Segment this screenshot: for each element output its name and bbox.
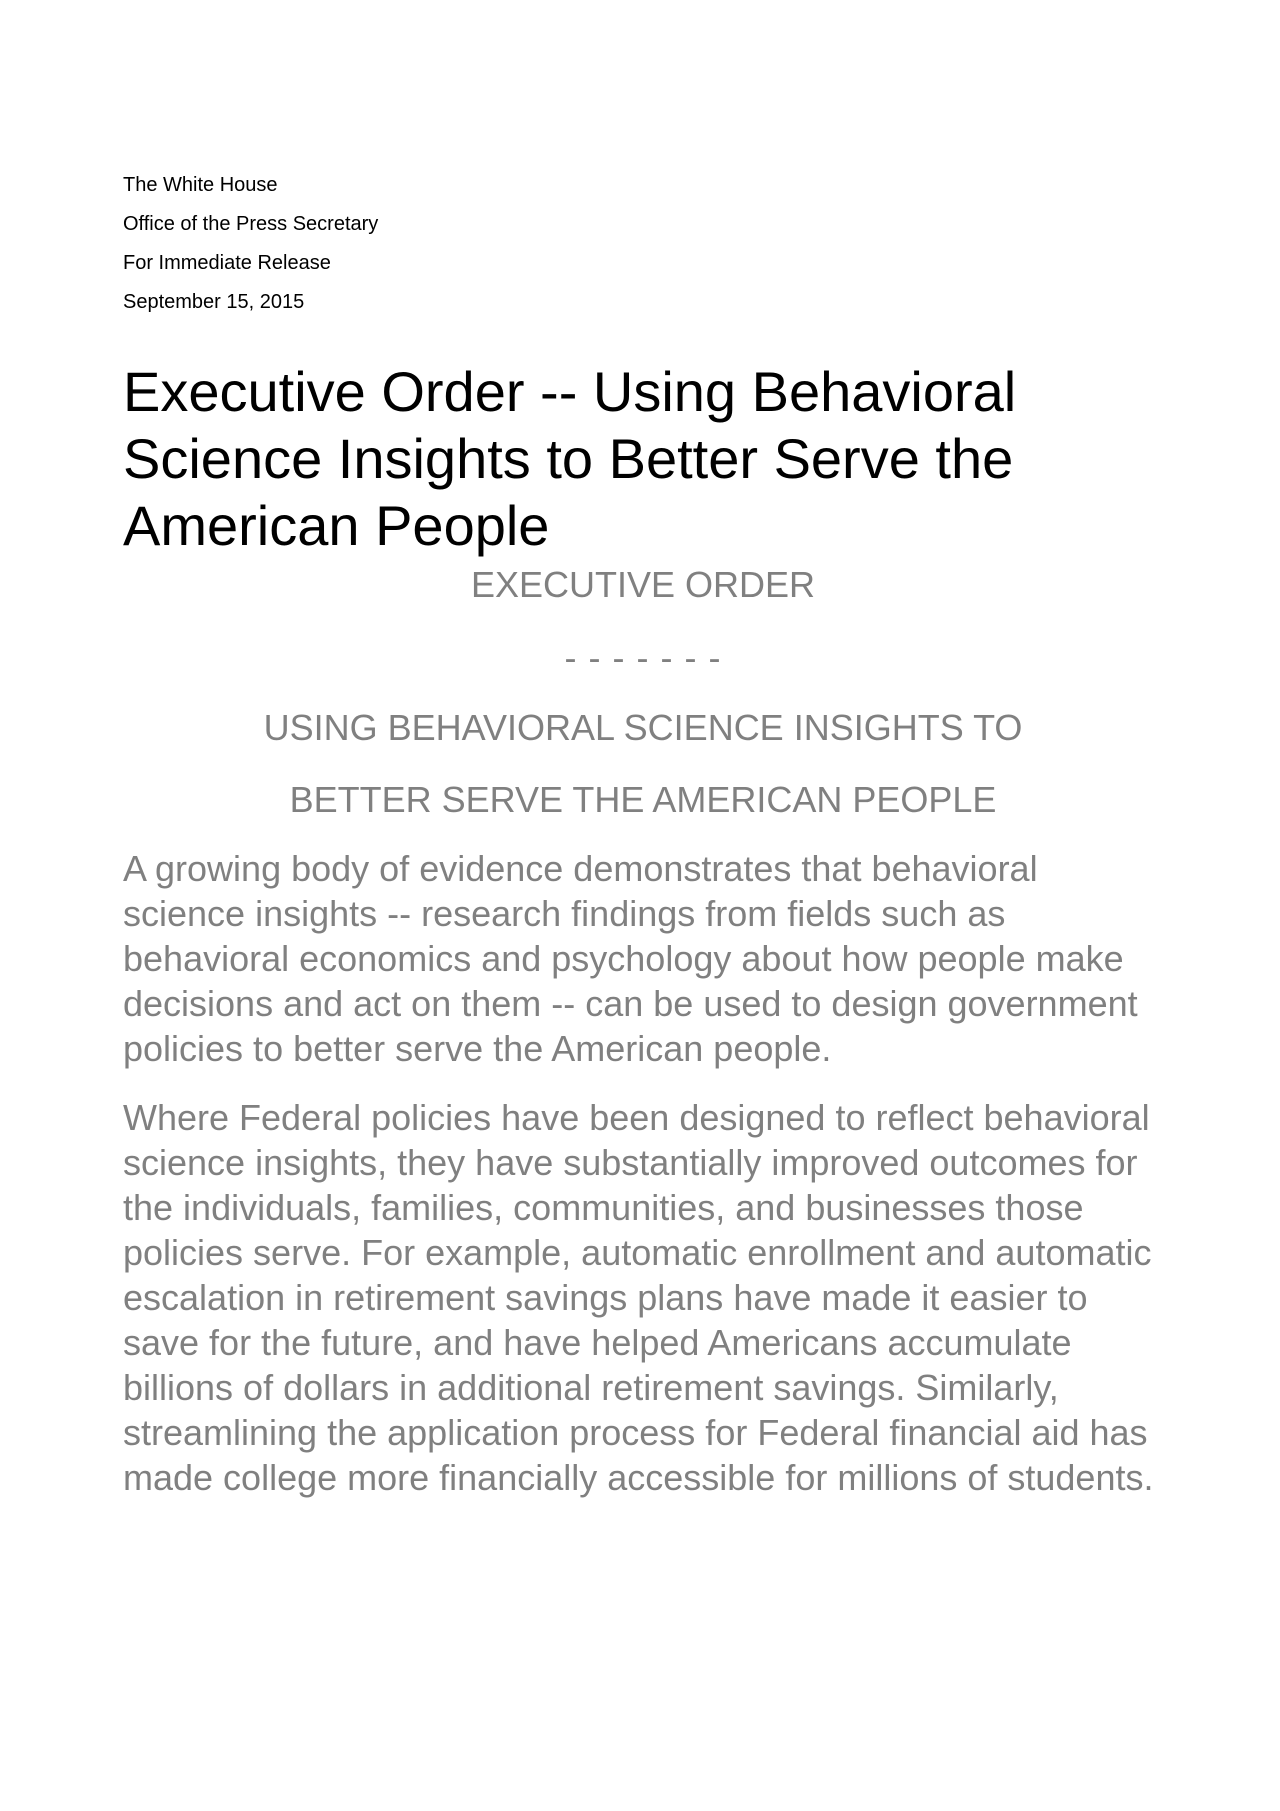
date-line: September 15, 2015	[123, 291, 305, 313]
order-label: EXECUTIVE ORDER	[470, 564, 816, 605]
body-paragraph-1: A growing body of evidence demonstrates that behavioral science insights -- research findings from fields such as behavioral economics and psychology about how people make decisions and act on them -- can be used to design government policies to better serve the American people.	[123, 848, 1138, 1069]
press-release-header	[123, 166, 378, 322]
separator: - - - - - - -	[564, 637, 722, 678]
release-line: For Immediate Release	[123, 252, 331, 274]
order-title-line-2: BETTER SERVE THE AMERICAN PEOPLE	[289, 779, 997, 820]
order-title-line-1: USING BEHAVIORAL SCIENCE INSIGHTS TO	[263, 707, 1023, 748]
body-paragraph-2: Where Federal policies have been designed to reflect behavioral science insights, they have substantially improved outcomes for the individuals, families, communities, and businesses those policies serve. For example, automatic enrollment and automatic escalation in retirement savings plans have made it easier to save for the future, and have helped Americans accumulate billions of dollars in additional retirement savings. Similarly, streamlining the application process for Federal financial aid has made college more financially accessible for millions of students.	[123, 1097, 1154, 1498]
office-line: Office of the Press Secretary	[123, 213, 379, 235]
document-title: Executive Order -- Using Behavioral Science Insights to Better Serve the American People	[123, 360, 1017, 557]
document-page	[123, 0, 1163, 1811]
organization-line: The White House	[123, 174, 278, 196]
